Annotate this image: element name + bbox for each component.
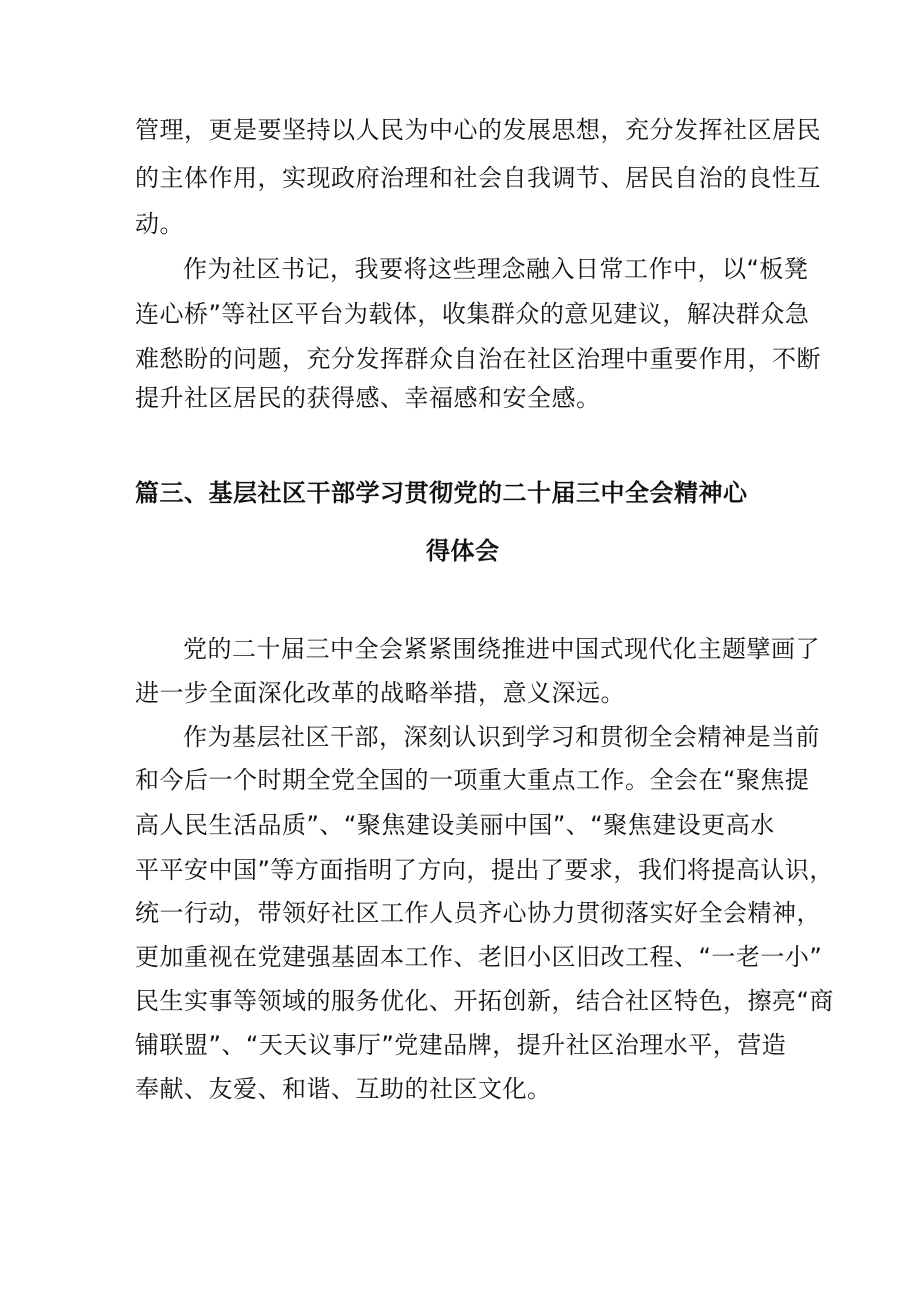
paragraph-plenum-line-2: 进一步全面深化改革的战略举措，意义深远。 — [135, 679, 625, 707]
paragraph-cadre-line-9: 奉献、友爱、和谐、互助的社区文化。 — [135, 1075, 552, 1103]
paragraph-continued-line-1: 管理，更是要坚持以人民为中心的发展思想，充分发挥社区居民 — [135, 116, 821, 144]
paragraph-plenum-line-1: 党的二十届三中全会紧紧围绕推进中国式现代化主题擘画了 — [183, 635, 820, 663]
paragraph-cadre-line-5: 统一行动，带领好社区工作人员齐心协力贯彻落实好全会精神， — [135, 899, 821, 927]
paragraph-cadre-line-8: 铺联盟”、“天天议事厅”党建品牌，提升社区治理水平，营造 — [135, 1031, 787, 1059]
paragraph-cadre-line-1: 作为基层社区干部，深刻认识到学习和贯彻全会精神是当前 — [183, 723, 820, 751]
paragraph-cadre-line-2: 和今后一个时期全党全国的一项重大重点工作。全会在“聚焦提 — [135, 766, 810, 794]
paragraph-secretary-line-1: 作为社区书记，我要将这些理念融入日常工作中，以“板凳 — [183, 255, 809, 283]
paragraph-secretary-line-4: 提升社区居民的获得感、幸福感和安全感。 — [135, 384, 601, 412]
paragraph-secretary-line-3: 难愁盼的问题，充分发挥群众自治在社区治理中重要作用，不断 — [135, 345, 821, 373]
paragraph-cadre-line-7: 民生实事等领域的服务优化、开拓创新，结合社区特色，擦亮“商 — [135, 987, 834, 1015]
paragraph-cadre-line-6: 更加重视在党建强基固本工作、老旧小区旧改工程、“一老一小” — [135, 943, 823, 971]
paragraph-cadre-line-3: 高人民生活品质”、“聚焦建设美丽中国”、“聚焦建设更高水 — [135, 811, 775, 839]
section-title-line-1: 篇三、基层社区干部学习贯彻党的二十届三中全会精神心 — [135, 479, 748, 507]
paragraph-continued-line-3: 动。 — [135, 210, 184, 238]
paragraph-cadre-line-4: 平平安中国”等方面指明了方向，提出了要求，我们将提高认识， — [135, 856, 834, 884]
paragraph-secretary-line-2: 连心桥”等社区平台为载体，收集群众的意见建议，解决群众急 — [135, 300, 810, 328]
paragraph-continued-line-2: 的主体作用，实现政府治理和社会自我调节、居民自治的良性互 — [135, 164, 821, 192]
section-title-line-2: 得体会 — [426, 537, 500, 565]
